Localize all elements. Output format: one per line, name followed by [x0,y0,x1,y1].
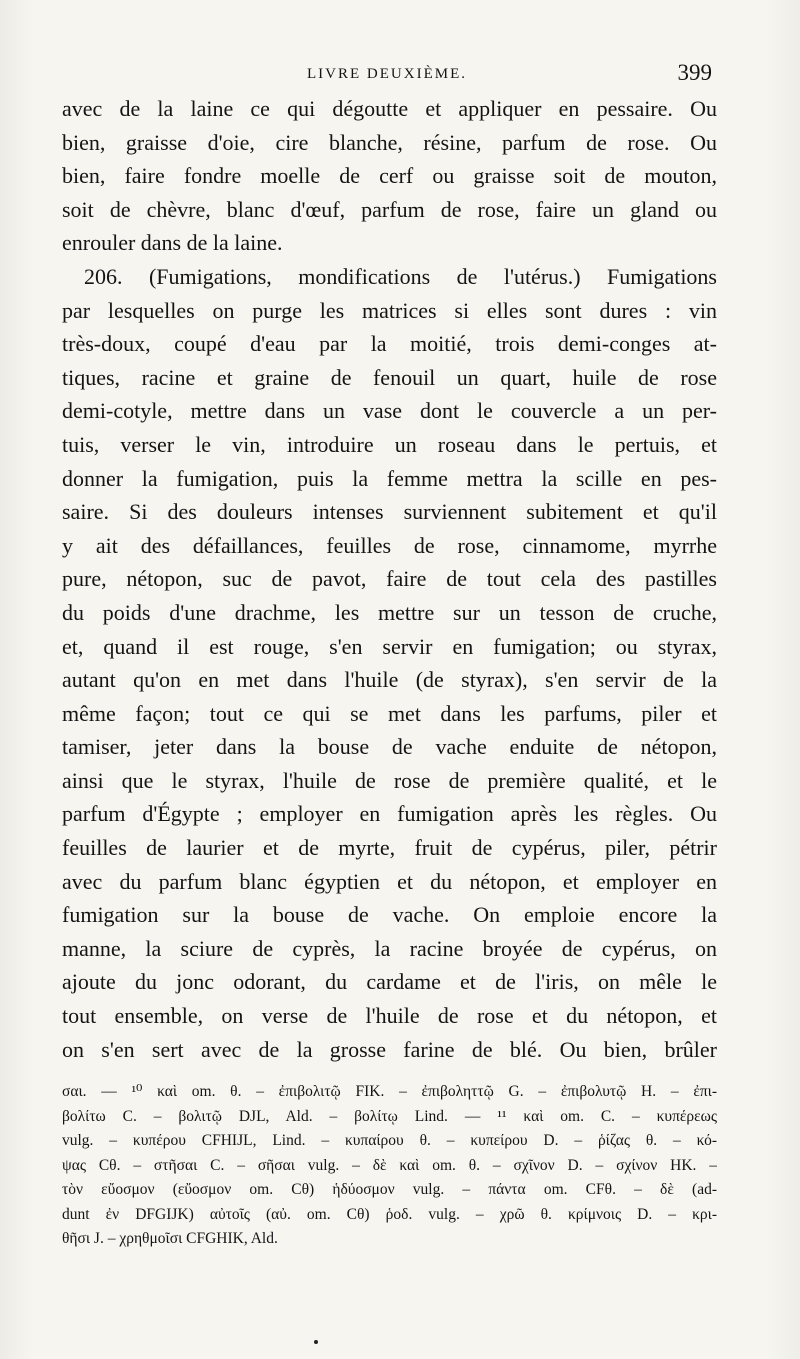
footnote-line: βολίτω C. – βολιτῷ DJL, Ald. – βολίτῳ Lind. — ¹¹ καὶ om. C. – κυπέρεως [62,1107,717,1125]
footnote-line: σαι. — ¹⁰ καὶ om. θ. – ἐπιβολιτῷ FIK. – ἐπιβοληττῷ G. – ἐπιβολυτῷ H. – ἐπι- [62,1083,717,1100]
footnote-line: vulg. – κυπέρου CFHIJL, Lind. – κυπαίρου θ. – κυπείρου D. – ῥίζας θ. – κό- [62,1132,717,1149]
text-line: on s'en sert avec de la grosse farine de blé. Ou bien, brûler [62,1036,717,1062]
text-line: avec du parfum blanc égyptien et du nétopon, et employer en [62,868,717,894]
text-line: du poids d'une drachme, les mettre sur un tesson de cruche, [62,599,717,625]
text-line: bien, graisse d'oie, cire blanche, résine, parfum de rose. Ou [62,129,717,155]
text-line: parfum d'Égypte ; employer en fumigation après les règles. Ou [62,801,717,827]
text-line: bien, faire fondre moelle de cerf ou graisse soit de mouton, [62,163,717,189]
page-mark [314,1340,318,1344]
text-line: ainsi que le styrax, l'huile de rose de première qualité, et le [62,767,717,793]
section-206-heading-line: 206. (Fumigations, mondifications de l'utérus.) Fumigations [84,263,717,289]
text-line: autant qu'on en met dans l'huile (de styrax), s'en servir de la [62,667,717,693]
footnote-line: dunt ἐν DFGIJK) αὐτοῖς (αὐ. om. Cθ) ῥοδ. vulg. – χρῶ θ. κρίμνοις D. – κρι- [62,1205,717,1223]
text-line: tout ensemble, on verse de l'huile de rose et du nétopon, et [62,1003,717,1029]
footnote-line: ψας Cθ. – στῆσαι C. – σῆσαι vulg. – δὲ καὶ om. θ. – σχῖνον D. – σχίνον HK. – [62,1156,717,1174]
text-line: et, quand il est rouge, s'en servir en fumigation; ou styrax, [62,633,717,659]
text-line: donner la fumigation, puis la femme mettra la scille en pes- [62,465,717,491]
footnote-line: τὸν εὔοσμον (εὔοσμον om. Cθ) ἡδύοσμον vulg. – πάντα om. CFθ. – δὲ (ad- [62,1181,717,1198]
text-line: par lesquelles on purge les matrices si elles sont dures : vin [62,297,717,323]
footnotes [62,1080,717,1252]
text-line: y ait des défaillances, feuilles de rose, cinnamome, myrrhe [62,532,717,558]
text-line: pure, nétopon, suc de pavot, faire de tout cela des pastilles [62,566,717,592]
text-line: même façon; tout ce qui se met dans les parfums, piler et [62,700,717,726]
text-line: enrouler dans de la laine. [62,230,283,256]
text-line: tamiser, jeter dans la bouse de vache enduite de nétopon, [62,734,717,760]
text-line: saire. Si des douleurs intenses surviennent subitement et qu'il [62,499,717,525]
running-head: LIVRE DEUXIÈME. [307,66,467,82]
page-header [62,60,712,90]
text-line: fumigation sur la bouse de vache. On emploie encore la [62,902,717,928]
text-line: tuis, verser le vin, introduire un roseau dans le pertuis, et [62,431,717,457]
text-line: manne, la sciure de cyprès, la racine broyée de cypérus, on [62,935,717,961]
page-number: 399 [677,60,712,85]
text-line: demi-cotyle, mettre dans un vase dont le couvercle a un per- [62,398,717,424]
text-line: tiques, racine et graine de fenouil un quart, huile de rose [62,364,717,390]
text-line: feuilles de laurier et de myrte, fruit de cypérus, piler, pétrir [62,835,717,861]
text-line: avec de la laine ce qui dégoutte et appliquer en pessaire. Ou [62,96,717,121]
text-line: soit de chèvre, blanc d'œuf, parfum de rose, faire un gland ou [62,196,717,222]
text-line: très-doux, coupé d'eau par la moitié, trois demi-conges at- [62,331,717,357]
text-line: ajoute du jonc odorant, du cardame et de l'iris, on mêle le [62,969,717,995]
footnote-line: θῆσι J. – χρηθμοῖσι CFGHIK, Ald. [62,1230,278,1247]
main-text [62,92,717,1066]
